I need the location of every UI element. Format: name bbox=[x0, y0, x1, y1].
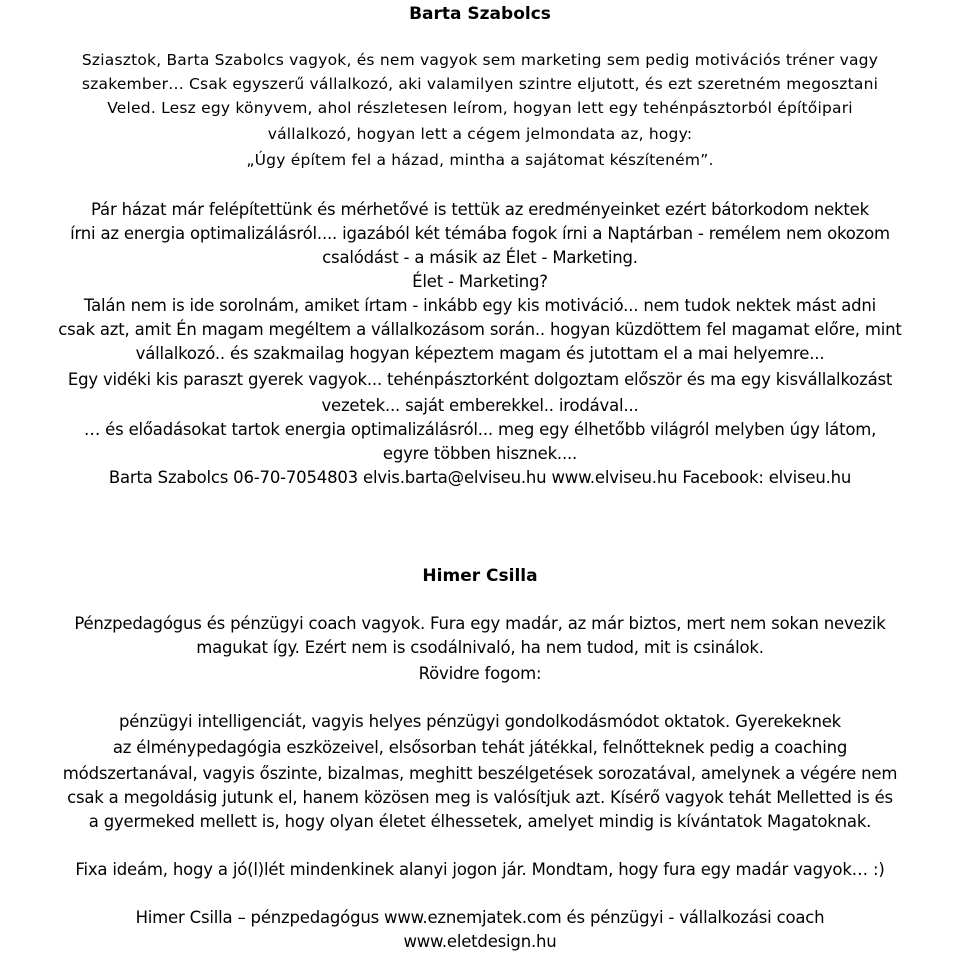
paragraph-line: Egy vidéki kis paraszt gyerek vagyok... tehénpásztorként dolgoztam először és ma egy kisvállalkozást bbox=[67, 370, 893, 389]
paragraph-line: csak azt, amit Én magam megéltem a vállalkozásom során.. hogyan küzdöttem fel magamat előre, mint bbox=[58, 320, 902, 339]
paragraph-line: írni az energia optimalizálásról.... igazából két témába fogok írni a Naptárban - remélem nem okozom bbox=[70, 224, 890, 243]
paragraph-line: Veled. Lesz egy könyvem, ahol részletesen leírom, hogyan lett egy tehénpásztorból építőipari bbox=[107, 99, 853, 117]
paragraph-line: Pár házat már felépítettünk és mérhetővé is tettük az eredményeinket ezért bátorkodom nektek bbox=[91, 200, 869, 219]
paragraph-line: vezetek... saját emberekkel.. irodával... bbox=[321, 396, 639, 415]
paragraph-line: Fixa ideám, hogy a jó(l)lét mindenkinek alanyi jogon jár. Mondtam, hogy fura egy madár vagyok… :) bbox=[75, 860, 885, 879]
paragraph-line: Sziasztok, Barta Szabolcs vagyok, és nem vagyok sem marketing sem pedig motivációs tréner vagy bbox=[81, 51, 879, 69]
section-title-himer: Himer Csilla bbox=[422, 566, 538, 586]
paragraph-line: Talán nem is ide sorolnám, amiket írtam - inkább egy kis motiváció... nem tudok nektek mást adni bbox=[83, 296, 877, 315]
paragraph-line: magukat így. Ezért nem is csodálnivaló, ha nem tudod, mit is csinálok. bbox=[196, 638, 764, 657]
paragraph-line: csak a megoldásig jutunk el, hanem közösen meg is valósítjuk azt. Kísérő vagyok tehát Melletted is és bbox=[67, 788, 893, 807]
motto-line: „Úgy építem fel a házad, mintha a sajátomat készíteném”. bbox=[246, 151, 714, 169]
paragraph-line: vállalkozó, hogyan lett a cégem jelmondata az, hogy: bbox=[267, 125, 693, 143]
paragraph-line: egyre többen hisznek.... bbox=[382, 444, 578, 463]
paragraph-line: pénzügyi intelligenciát, vagyis helyes pénzügyi gondolkodásmódot oktatok. Gyerekeknek bbox=[118, 712, 842, 731]
paragraph-line: vállalkozó.. és szakmailag hogyan képeztem magam és jutottam el a mai helyemre... bbox=[135, 344, 825, 363]
paragraph-line: Pénzpedagógus és pénzügyi coach vagyok. Fura egy madár, az már biztos, mert nem sokan nevezik bbox=[74, 614, 886, 633]
website-line-himer: www.eletdesign.hu bbox=[403, 932, 557, 951]
paragraph-line: módszertanával, vagyis őszinte, bizalmas, meghitt beszélgetések sorozatával, amelynek a végére nem bbox=[62, 764, 898, 783]
contact-line-himer: Himer Csilla – pénzpedagógus www.eznemjatek.com és pénzügyi - vállalkozási coach bbox=[135, 908, 825, 927]
paragraph-line: csalódást - a másik az Élet - Marketing. bbox=[322, 248, 638, 267]
paragraph-line: szakember… Csak egyszerű vállalkozó, aki valamilyen szintre eljutott, és ezt szeretném megosztani bbox=[81, 75, 879, 93]
contact-line-barta: Barta Szabolcs 06-70-7054803 elvis.barta@elviseu.hu www.elviseu.hu Facebook: elviseu.hu bbox=[108, 468, 852, 487]
paragraph-line: az élménypedagógia eszközeivel, elsősorban tehát játékkal, felnőtteknek pedig a coaching bbox=[112, 738, 848, 757]
paragraph-line: a gyermeked mellett is, hogy olyan életet élhessetek, amelyet mindig is kívántatok Magatoknak. bbox=[88, 812, 872, 831]
paragraph-line: Rövidre fogom: bbox=[418, 664, 542, 683]
paragraph-line: Élet - Marketing? bbox=[412, 272, 548, 291]
paragraph-line: … és előadásokat tartok energia optimalizálásról... meg egy élhetőbb világról melyben úgy látom, bbox=[83, 420, 877, 439]
section-title-barta: Barta Szabolcs bbox=[409, 4, 551, 24]
